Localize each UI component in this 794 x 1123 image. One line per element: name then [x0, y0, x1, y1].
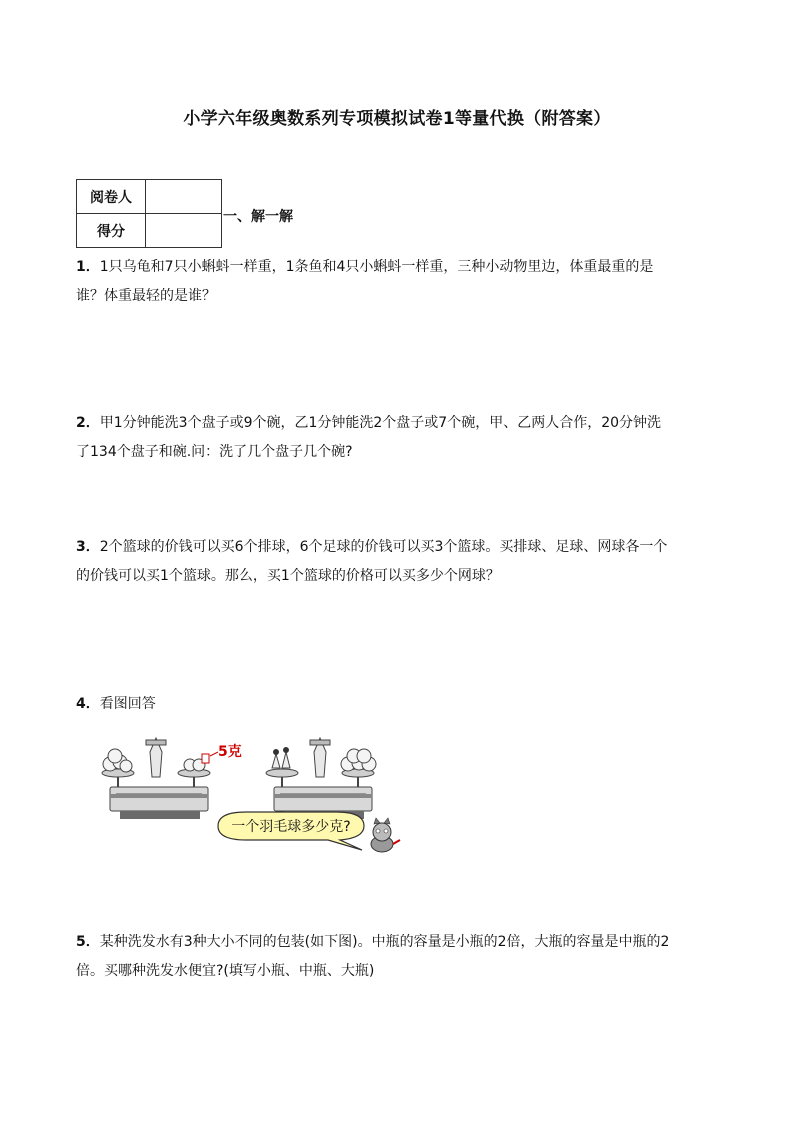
question-text: 看图回答: [99, 696, 156, 712]
score-label: 得分: [77, 214, 146, 248]
question-number: 4．: [76, 696, 100, 712]
question-1: [76, 253, 726, 311]
question-number: 2．: [76, 415, 100, 431]
section-heading: 一、解一解: [223, 209, 293, 225]
question-text: 了134个盘子和碗.问：洗了几个盘子几个碗?: [76, 444, 353, 460]
question-5: [76, 928, 726, 986]
balance-scale-figure: [96, 732, 406, 858]
weight-label: 5克: [218, 744, 242, 760]
question-text: 甲1分钟能洗3个盘子或9个碗，乙1分钟能洗2个盘子或7个碗，甲、乙两人合作，20分钟洗: [99, 415, 662, 431]
question-number: 3．: [76, 539, 100, 555]
cartoon-character: [371, 818, 400, 852]
score-cell: [146, 214, 222, 248]
question-3: [76, 533, 726, 591]
question-2: [76, 409, 726, 467]
page-title: 小学六年级奥数系列专项模拟试卷1等量代换（附答案）: [183, 109, 611, 129]
question-4: [76, 690, 726, 719]
speech-bubble: [218, 812, 364, 850]
question-text: 1只乌龟和7只小蝌蚪一样重，1条鱼和4只小蝌蚪一样重，三种小动物里边，体重最重的是: [99, 259, 654, 275]
question-text: 的价钱可以买1个篮球。那么，买1个篮球的价格可以买多少个网球？: [76, 568, 500, 584]
question-text: 倍。买哪种洗发水便宜?(填写小瓶、中瓶、大瓶): [76, 963, 375, 979]
right-balance-scale: [266, 738, 376, 819]
question-text: 谁？体重最轻的是谁？: [76, 288, 216, 304]
question-number: 1．: [76, 259, 100, 275]
score-table: [76, 179, 222, 248]
question-number: 5．: [76, 934, 100, 950]
reviewer-label: 阅卷人: [77, 180, 146, 214]
question-text: 某种洗发水有3种大小不同的包装(如下图)。中瓶的容量是小瓶的2倍，大瓶的容量是中瓶的2: [99, 934, 670, 950]
speech-bubble-text: 一个羽毛球多少克?: [231, 819, 351, 835]
question-text: 2个篮球的价钱可以买6个排球，6个足球的价钱可以买3个篮球。买排球、足球、网球各一个: [99, 539, 668, 555]
reviewer-cell: [146, 180, 222, 214]
left-balance-scale: [102, 738, 210, 819]
